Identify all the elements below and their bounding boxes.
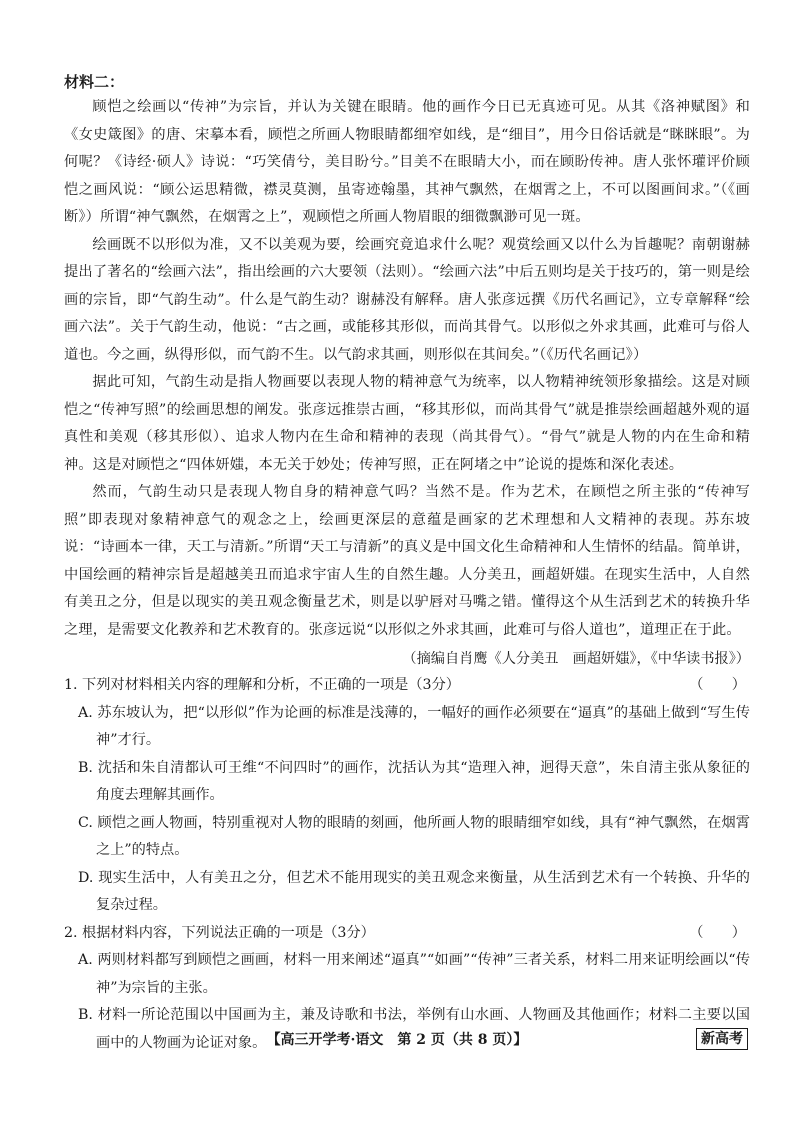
exam-page [64,62,750,1057]
material-title: 材料二： [64,73,125,91]
answer-bracket: （ ） [689,677,746,693]
material-source: （摘编自肖鹰《人分美丑 画超妍媸》，《中华读书报》） [402,651,750,667]
material-paragraph: 顾恺之绘画以“传神”为宗旨，并认为关键在眼睛。他的画作今日已无真迹可见。从其《洛神赋图》和《女史箴图》的唐、宋摹本看，顾恺之所画人物眼睛都细窄如线，是“细目”，用今日俗话就是“眯眯眼”。为何呢？《诗经·硕人》诗说：“巧笑倩兮，美目盼兮。”目美不在眼睛大小，而在顾盼传神。唐人张怀瓘评价顾恺之画风说：“顾公运思精微，襟灵莫测，虽寄迹翰墨，其神气飘然，在烟霄之上，不可以图画间求。”（《画断》）所谓“神气飘然，在烟霄之上”，观顾恺之所画人物眉眼的细微飘渺可见一斑。 [64,99,750,225]
material-paragraph: 据此可知，气韵生动是指人物画要以表现人物的精神意气为统率，以人物精神统领形象描绘。这是对顾恺之“传神写照”的绘画思想的阐发。张彦远推崇古画，“移其形似，而尚其骨气”就是推崇绘画超越外观的逼真性和美观（移其形似）、追求人物内在生命和精神的表现（尚其骨气）。“骨气”就是人物的内在生命和精神。这是对顾恺之“四体妍媸，本无关于妙处；传神写照，正在阿堵之中”论说的提炼和深化表述。 [64,374,750,473]
question-1-option-d: D. 现实生活中，人有美丑之分，但艺术不能用现实的美丑观念来衡量，从生活到艺术有一个转换、升华的复杂过程。 [78,869,750,913]
question-1-option-b: B. 沈括和朱自清都认可王维“不问四时”的画作，沈括认为其“造理入神，迥得天意”，朱自清主张从象征的角度去理解其画作。 [78,759,750,803]
question-1-text: 1. 下列对材料相关内容的理解和分析，不正确的一项是（3分） [64,677,460,693]
material-paragraph: 然而，气韵生动只是表现人物自身的精神意气吗？当然不是。作为艺术，在顾恺之所主张的“传神写照”即表现对象精神意气的观念之上，绘画更深层的意蕴是画家的艺术理想和人文精神的表现。苏东坡说：“诗画本一律，天工与清新。”所谓“天工与清新”的真义是中国文化生命精神和人生情怀的结晶。简单讲，中国绘画的精神宗旨是超越美丑而追求宇宙人生的自然生趣。人分美丑，画超妍媸。在现实生活中，人自然有美丑之分，但是以现实的美丑观念衡量艺术，则是以驴唇对马嘴之错。懂得这个从生活到艺术的转换升华之理，是需要文化教养和艺术教育的。张彦远说“以形似之外求其画，此难可与俗人道也”，道理正在于此。 [64,484,750,638]
answer-bracket: （ ） [689,924,746,941]
question-2-option-a: A. 两则材料都写到顾恺之画画，材料一用来阐述“逼真”“如画”“传神”三者关系，材料二用来证明绘画以“传神”为宗旨的主张。 [78,952,750,996]
question-2-text: 2. 根据材料内容，下列说法正确的一项是（3分） [64,924,375,941]
question-1-option-a: A. 苏东坡认为，把“以形似”作为论画的标准是浅薄的，一幅好的画作必须要在“逼真”的基础上做到“写生传神”才行。 [78,704,750,748]
exam-type-badge: 新高考 [696,1028,748,1050]
page-footer [0,1028,794,1052]
question-2-stem [64,920,750,948]
material-paragraph: 绘画既不以形似为准，又不以美观为要，绘画究竟追求什么呢？观赏绘画又以什么为旨趣呢？南朝谢赫提出了著名的“绘画六法”，指出绘画的六大要领（法则）。“绘画六法”中后五则均是关于技巧的，第一则是绘画的宗旨，即“气韵生动”。什么是气韵生动？谢赫没有解释。唐人张彦远撰《历代名画记》，立专章解释“绘画六法”。关于气韵生动，他说：“古之画，或能移其形似，而尚其骨气。以形似之外求其画，此难可与俗人道也。今之画，纵得形似，而气韵不生。以气韵求其画，则形似在其间矣。”（《历代名画记》） [64,236,750,363]
question-2-option-b: B. 材料一所论范围以中国画为主，兼及诗歌和书法，举例有山水画、人物画及其他画作；材料二主要以国画中的人物画为论证对象。 [78,1007,750,1051]
footer-page-info: 【高三开学考·语文 第 2 页（共 8 页）】 [266,1032,528,1048]
question-1-stem [64,672,750,700]
question-1-option-c: C. 顾恺之画人物画，特别重视对人物的眼睛的刻画，他所画人物的眼睛细窄如线，具有“神气飘然，在烟霄之上”的特点。 [78,814,750,858]
